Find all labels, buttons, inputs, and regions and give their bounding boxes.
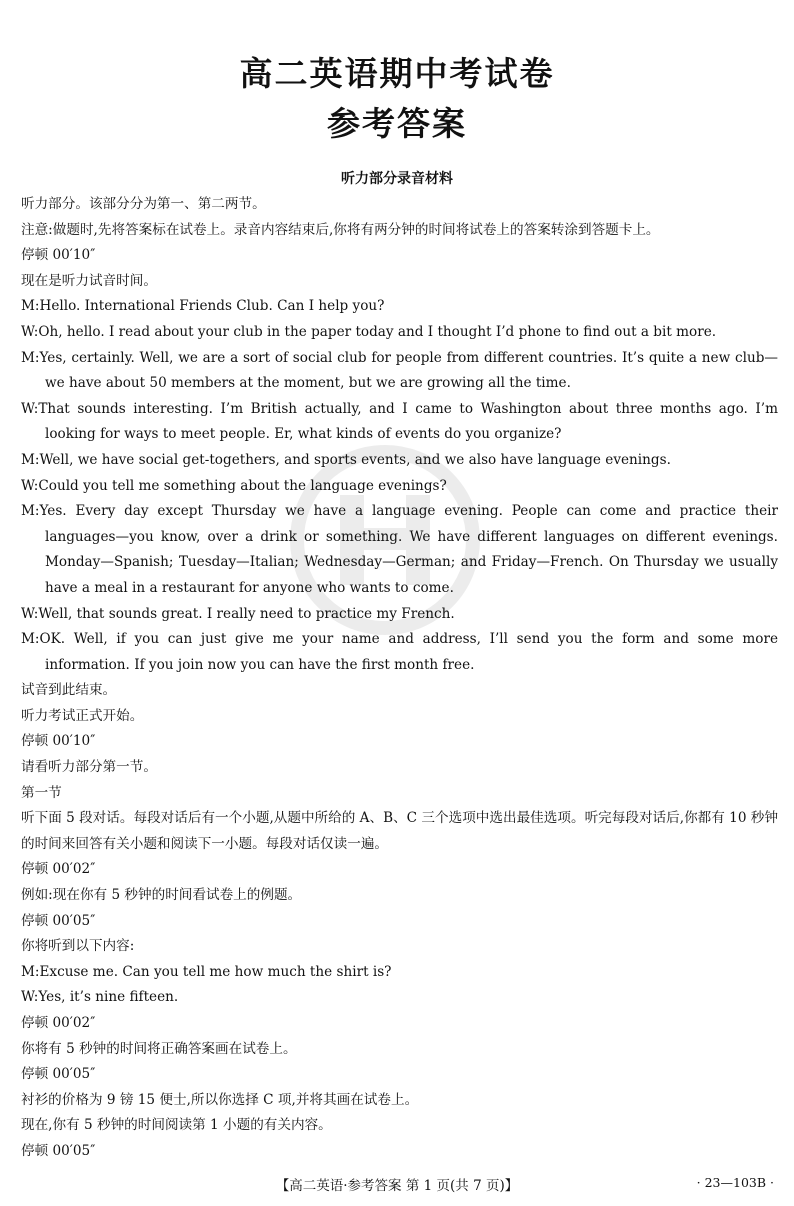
dialogue-line: W:Yes, it’s nine fifteen. bbox=[21, 989, 179, 1006]
paragraph-intro: 听力部分。该部分分为第一、第二两节。 bbox=[21, 196, 266, 212]
footer-page-info: 【高二英语·参考答案 第 1 页(共 7 页)】 bbox=[275, 1178, 519, 1194]
paragraph-trial-start: 现在是听力试音时间。 bbox=[21, 272, 157, 289]
paragraph-explanation: 衬衫的价格为 9 镑 15 便士,所以你选择 C 项,并将其画在试卷上。 bbox=[21, 1091, 419, 1108]
transcript-body bbox=[21, 192, 778, 1165]
dialogue-line: M:Yes, certainly. Well, we are a sort of social club for people from different countries. It’s quite a new club—we have about 50 members at the moment, but we are growing all the time. bbox=[21, 349, 778, 392]
dialogue-line: M:Well, we have social get-togethers, and sports events, and we also have language evenings. bbox=[21, 451, 671, 468]
paragraph-mark-answer: 你将有 5 秒钟的时间将正确答案画在试卷上。 bbox=[21, 1040, 297, 1057]
dialogue-line: M:Yes. Every day except Thursday we have a language evening. People can come and practice their languages—you know, over a drink or something. We have different languages on different evenings. Monday—Spanish; Tuesday—Italian; Wednesday—German; and Friday—French. On Thursday we usually have a meal in a restaurant for anyone who wants to come. bbox=[21, 503, 778, 596]
document-title: 高二英语期中考试卷 bbox=[239, 54, 555, 93]
dialogue-line: M:Excuse me. Can you tell me how much the shirt is? bbox=[21, 963, 392, 980]
pause-marker: 停顿 00′10″ bbox=[21, 733, 96, 750]
section-label: 第一节 bbox=[21, 784, 62, 801]
pause-marker: 停顿 00′05″ bbox=[21, 1066, 96, 1083]
paragraph-you-will-hear: 你将听到以下内容: bbox=[21, 938, 135, 955]
footer-code: · 23—103B · bbox=[696, 1175, 774, 1190]
document-subtitle: 参考答案 bbox=[327, 104, 467, 143]
paragraph-example: 例如:现在你有 5 秒钟的时间看试卷上的例题。 bbox=[21, 887, 302, 904]
paragraph-instructions: 听下面 5 段对话。每段对话后有一个小题,从题中所给的 A、B、C 三个选项中选出最佳选项。听完每段对话后,你都有 10 秒钟的时间来回答有关小题和阅读下一小题。每段对话仅读一遍。 bbox=[21, 810, 778, 852]
dialogue-line: W:Well, that sounds great. I really need to practice my French. bbox=[21, 605, 455, 622]
pause-marker: 停顿 00′02″ bbox=[21, 861, 96, 878]
dialogue-line: W:Could you tell me something about the language evenings? bbox=[21, 477, 447, 494]
dialogue-line: M:Hello. International Friends Club. Can I help you? bbox=[21, 298, 385, 315]
section-heading: 听力部分录音材料 bbox=[341, 171, 453, 187]
paragraph-section-1-intro: 请看听力部分第一节。 bbox=[21, 759, 157, 776]
paragraph-read-question-1: 现在,你有 5 秒钟的时间阅读第 1 小题的有关内容。 bbox=[21, 1117, 332, 1134]
dialogue-line: W:Oh, hello. I read about your club in the paper today and I thought I’d phone to find out a bit more. bbox=[21, 323, 717, 340]
pause-marker: 停顿 00′05″ bbox=[21, 1142, 96, 1159]
dialogue-line: W:That sounds interesting. I’m British actually, and I came to Washington about three months ago. I’m looking for ways to meet people. Er, what kinds of events do you organize? bbox=[21, 400, 778, 443]
dialogue-line: M:OK. Well, if you can just give me your name and address, I’ll send you the form and some more information. If you join now you can have the first month free. bbox=[21, 631, 778, 673]
paragraph-exam-start: 听力考试正式开始。 bbox=[21, 707, 144, 724]
pause-marker: 停顿 00′10″ bbox=[21, 247, 96, 264]
paragraph-trial-end: 试音到此结束。 bbox=[21, 682, 117, 699]
paragraph-notice: 注意:做题时,先将答案标在试卷上。录音内容结束后,你将有两分钟的时间将试卷上的答案转涂到答题卡上。 bbox=[21, 221, 660, 238]
pause-marker: 停顿 00′02″ bbox=[21, 1015, 96, 1031]
pause-marker: 停顿 00′05″ bbox=[21, 912, 96, 929]
